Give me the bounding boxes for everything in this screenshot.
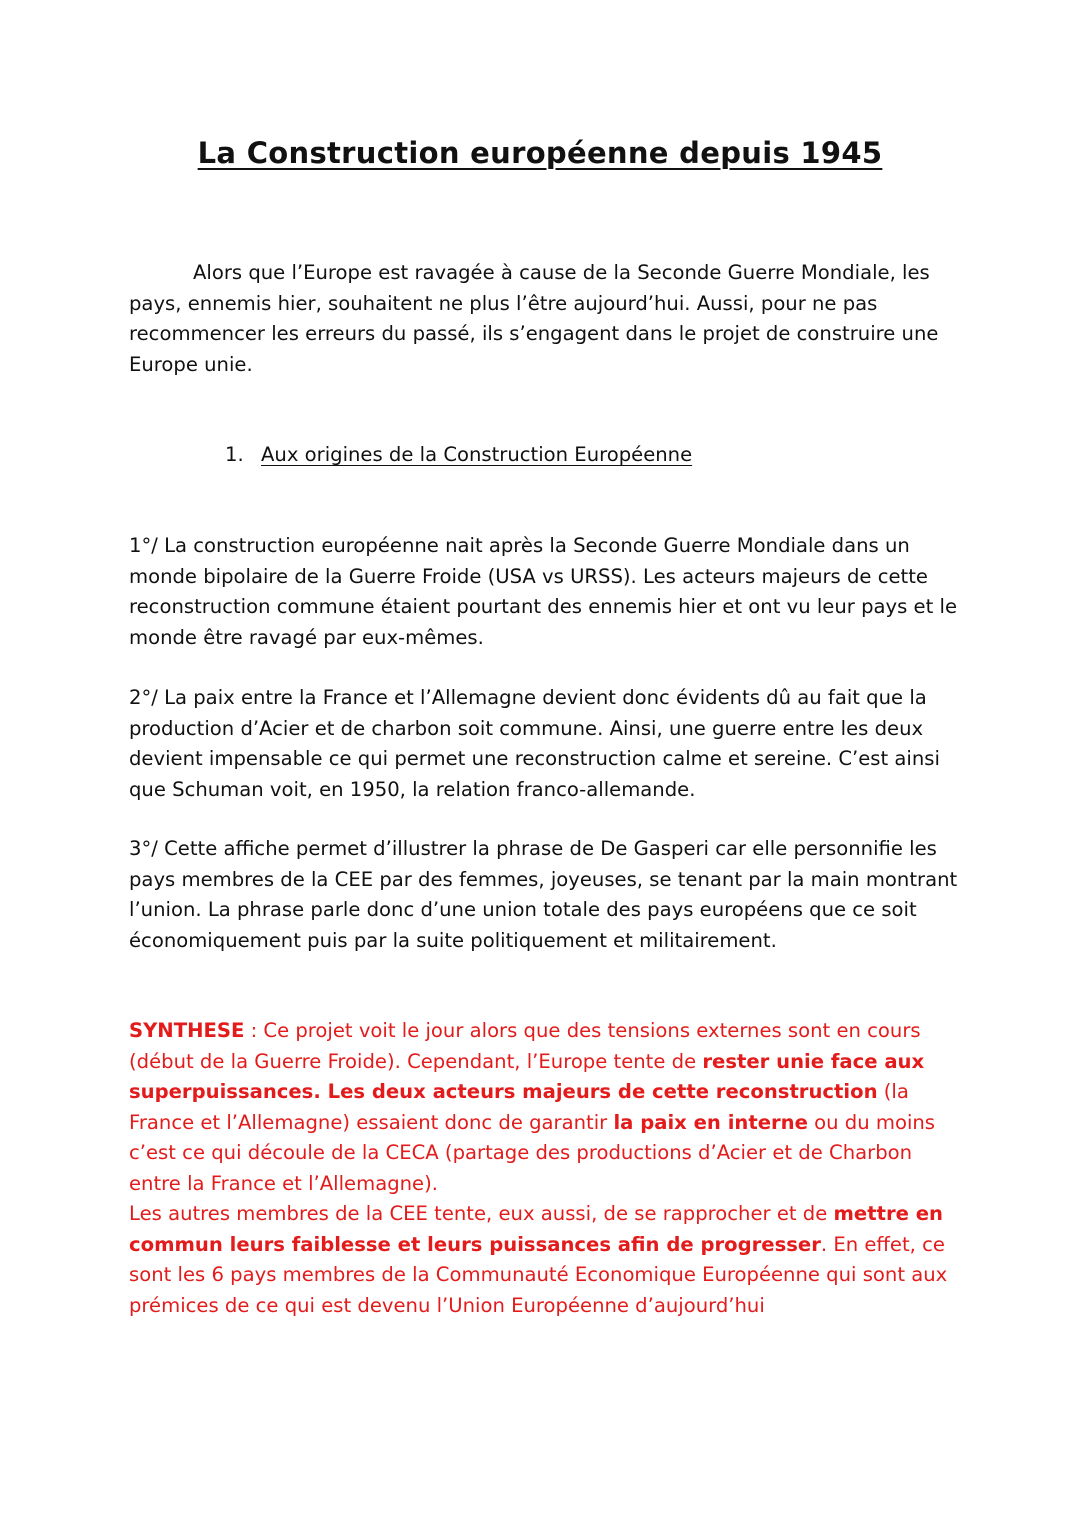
synthese-p1-d: la paix en interne [613,1110,808,1134]
intro-paragraph [129,258,959,380]
synthese-p2-b: mettre en commun leurs faiblesse et leurs puissances afin de progresser [129,1202,943,1256]
answer-3: 3°/ Cette affiche permet d’illustrer la phrase de De Gasperi car elle personnifie les pays membres de la CEE par des femmes, joyeuses, se tenant par la main montrant l’union. La phrase parle donc d’une union totale des pays européens que ce soit économiquement puis par la suite politiquement et militairement. [129,837,958,952]
synthese-p1-c: (la France et l’Allemagne) essaient donc de garantir [129,1080,909,1134]
synthese-p1-a: : Ce projet voit le jour alors que des tensions externes sont en cours (début de la Guerre Froide). Cependant, l’Europe tente de [129,1019,921,1073]
synthese-paragraph-1 [129,1016,959,1199]
synthese-block [129,1016,959,1321]
synthese-p1-b: rester unie face aux superpuissances. Les deux acteurs majeurs de cette reconstruction [129,1049,925,1103]
section-1-heading [225,440,692,470]
intro-text: Alors que l’Europe est ravagée à cause de la Seconde Guerre Mondiale, les pays, ennemis hier, souhaitent ne plus l’être aujourd’hui. Aussi, pour ne pas recommencer les erreurs du passé, ils s’engagent dans le projet de construire une Europe unie. [129,261,939,376]
section-1-number: 1. [225,443,244,466]
synthese-label: SYNTHESE [129,1019,245,1042]
section-1-title: Aux origines de la Construction Européenne [261,443,693,466]
answer-1: 1°/ La construction européenne nait après la Seconde Guerre Mondiale dans un monde bipolaire de la Guerre Froide (USA vs URSS). Les acteurs majeurs de cette reconstruction commune étaient pourtant des ennemis hier et ont vu leur pays et le monde être ravagé par eux-mêmes. [129,534,958,649]
document-title-text: La Construction européenne depuis 1945 [197,136,883,170]
synthese-p2-c: . En effet, ce sont les 6 pays membres de la Communauté Economique Européenne qui sont aux prémices de ce qui est devenu l’Union Européenne d’aujourd’hui [129,1232,948,1317]
answer-2: 2°/ La paix entre la France et l’Allemagne devient donc évidents dû au fait que la production d’Acier et de charbon soit commune. Ainsi, une guerre entre les deux devient impensable ce qui permet une reconstruction calme et sereine. C’est ainsi que Schuman voit, en 1950, la relation franco-allemande. [129,686,940,801]
synthese-paragraph-2 [129,1199,959,1321]
document-title [0,136,1080,170]
synthese-p2-a: Les autres membres de la CEE tente, eux aussi, de se rapprocher et de [129,1202,834,1225]
synthese-p1-e: ou du moins c’est ce qui découle de la CECA (partage des productions d’Acier et de Charbon entre la France et l’Allemagne). [129,1110,936,1195]
